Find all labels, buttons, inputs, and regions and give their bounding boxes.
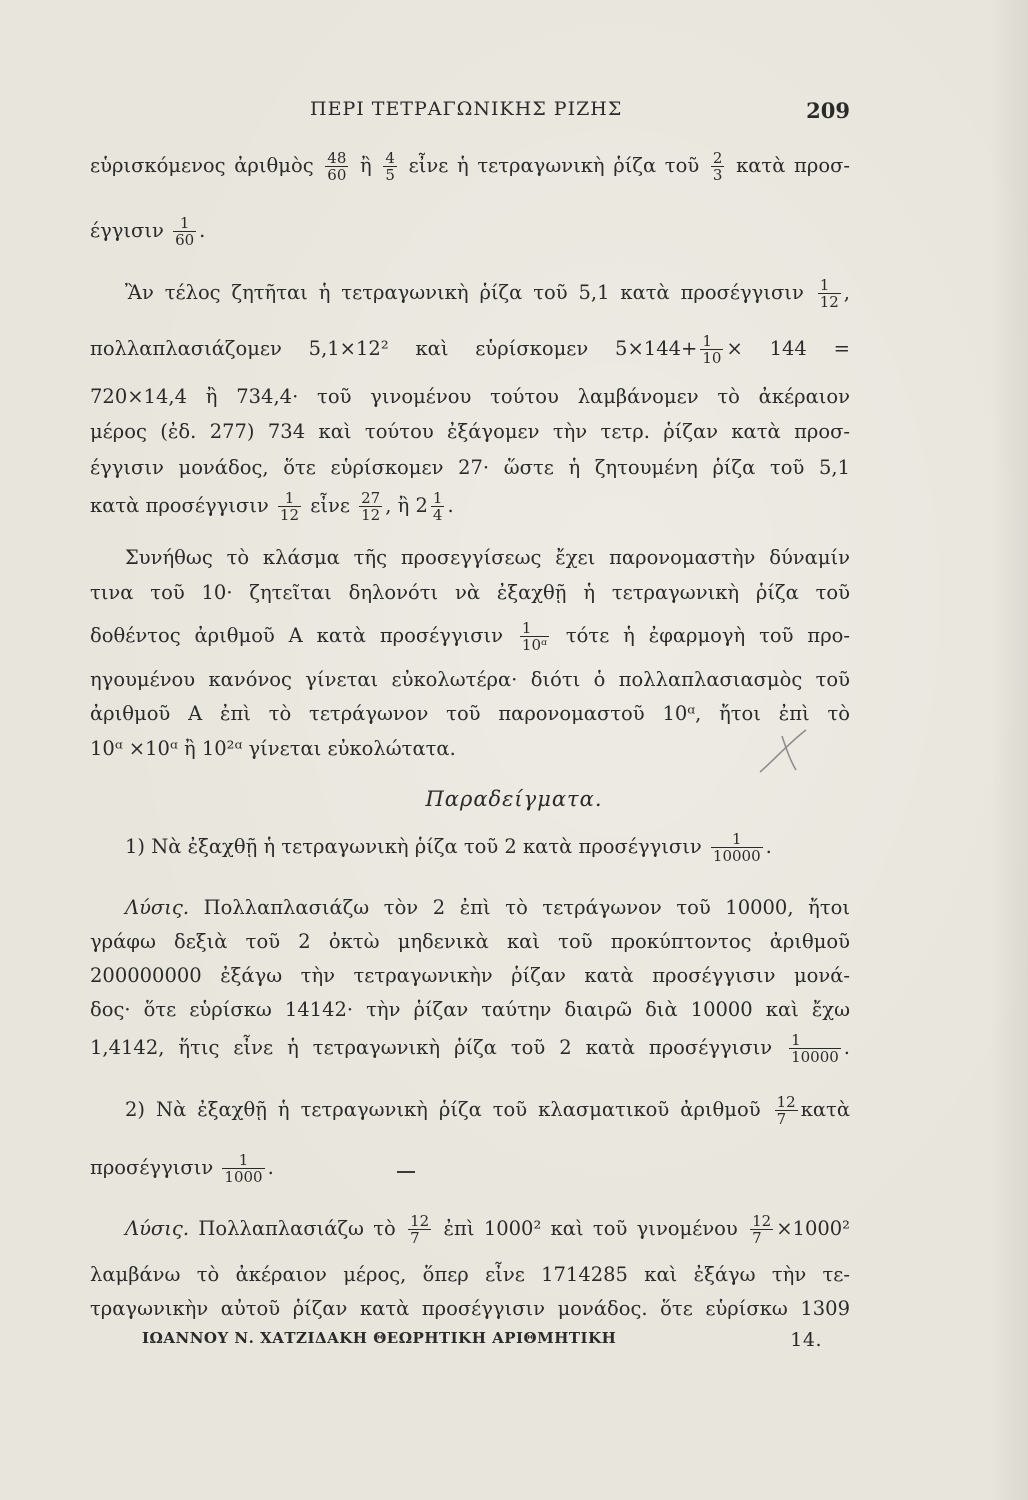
text-line (90, 490, 850, 523)
text-line (90, 581, 850, 605)
text-run: × 144 = (726, 337, 850, 360)
text-line (90, 420, 850, 444)
text-line (90, 702, 850, 726)
text-line (90, 620, 850, 653)
text-line (90, 150, 850, 183)
fraction-denominator: 60 (327, 166, 347, 184)
pencil-x-mark (752, 726, 812, 776)
text-line (90, 215, 850, 248)
page-number: 209 (806, 98, 850, 123)
text-line (90, 998, 850, 1022)
fraction-denominator: 10000 (712, 847, 761, 865)
fraction-numerator: 27 (361, 489, 381, 507)
fraction (278, 490, 301, 523)
fraction-numerator: 4 (385, 149, 395, 167)
text-line (125, 831, 885, 864)
fraction (818, 277, 841, 310)
fraction-numerator: 12 (752, 1212, 772, 1230)
text-run: πολλαπλασιάζομεν 5,1×12² καὶ εὑρίσκομεν 5×144+ (90, 337, 698, 360)
page-footer (142, 1329, 822, 1355)
text-run: 2) Νὰ ἐξαχθῇ ἡ τετραγωνικὴ ῥίζα τοῦ κλασματικοῦ ἀριθμοῦ (125, 1098, 772, 1121)
running-title: ΠΕΡΙ ΤΕΤΡΑΓΩΝΙΚΗΣ ΡΙΖΗΣ (310, 98, 623, 120)
fraction-numerator: 1 (819, 276, 830, 294)
fraction-denominator: 5 (385, 166, 395, 184)
fraction-denominator: 12 (819, 293, 839, 311)
fraction (431, 490, 445, 523)
text-run: . (447, 494, 454, 517)
page-header (90, 98, 850, 128)
fraction (711, 150, 725, 183)
fraction-numerator: 1 (791, 1031, 801, 1049)
text-run: έγγισιν (90, 219, 171, 242)
fraction (359, 490, 382, 523)
text-run: λαμβάνω τὸ ἀκέραιον μέρος, ὅπερ εἶνε 1714285 καὶ ἐξάγω τὴν τε- (90, 1263, 850, 1286)
text-run: ἢ (351, 154, 381, 177)
text-line (125, 277, 850, 310)
text-line (125, 896, 850, 920)
text-run: ἐπὶ 1000² καὶ τοῦ γινομένου (434, 1217, 748, 1240)
fraction-denominator: 7 (750, 1229, 773, 1246)
fraction (383, 150, 397, 183)
text-run: . (843, 1036, 850, 1059)
text-line (90, 964, 850, 988)
fraction-denominator: 10 (702, 349, 722, 367)
fraction-numerator: 48 (327, 149, 347, 167)
fraction-numerator: 1 (432, 489, 443, 507)
fraction-numerator: 1 (702, 332, 712, 350)
fraction-denominator: 3 (712, 166, 723, 184)
fraction-denominator: 4 (432, 506, 443, 524)
text-run: μέρος (ἐδ. 277) 734 καὶ τούτου ἐξάγομεν τὴν τετρ. ῥίζαν κατὰ προσ- (90, 420, 850, 443)
fraction-denominator: 1000 (224, 1168, 263, 1186)
text-line (90, 930, 850, 954)
fraction-denominator: 7 (775, 1110, 798, 1127)
text-run: . (267, 1156, 274, 1179)
italic-label: Λύσις. (125, 1217, 190, 1240)
text-run: γράφω δεξιὰ τοῦ 2 ὀκτὼ μηδενικὰ καὶ τοῦ προκύπτοντος ἀριθμοῦ (90, 930, 850, 953)
printer-line: ΙΩΑΝΝΟΥ Ν. ΧΑΤΖΙΔΑΚΗ ΘΕΩΡΗΤΙΚΗ ΑΡΙΘΜΗΤΙΚΗ (142, 1329, 617, 1347)
text-run: εὑρισκόμενος ἀριθμὸς (90, 154, 323, 177)
text-line (90, 1297, 850, 1321)
fraction-numerator: 2 (712, 149, 723, 167)
text-line (125, 546, 850, 570)
text-line (125, 1213, 850, 1246)
text-run: , (843, 281, 850, 304)
fraction (750, 1213, 773, 1246)
fraction-denominator: 10ᵅ (521, 636, 547, 654)
text-run: προσέγγισιν (90, 1156, 220, 1179)
fraction-numerator: 12 (410, 1212, 430, 1230)
fraction-numerator: 1 (731, 830, 742, 848)
fraction (173, 215, 196, 248)
text-run: τότε ἡ ἐφαρμογὴ τοῦ προ- (552, 624, 850, 647)
fraction-denominator: 60 (175, 231, 195, 249)
text-line (90, 385, 850, 409)
text-run: ηγουμένου κανόνος γίνεται εὐκολωτέρα· διότι ὁ πολλαπλασιασμὸς τοῦ (90, 668, 850, 691)
fraction (789, 1032, 841, 1065)
fraction-denominator: 7 (408, 1229, 431, 1246)
text-run: Συνήθως τὸ κλάσμα τῆς προσεγγίσεως ἔχει παρονομαστὴν δύναμίν (125, 546, 850, 569)
fraction-numerator: 1 (521, 619, 532, 637)
text-run: κατὰ προσ- (727, 154, 850, 177)
text-line (90, 456, 850, 480)
text-run: 1,4142, ἥτις εἶνε ἡ τετραγωνικὴ ῥίζα τοῦ 2 κατὰ προσέγγισιν (90, 1036, 787, 1059)
text-run: ×1000² (776, 1217, 850, 1240)
text-run: εἶνε (304, 494, 357, 517)
text-run: Πολλαπλασιάζω τὸν 2 ἐπὶ τὸ τετράγωνον τοῦ 10000, ἤτοι (189, 896, 850, 919)
text-run: έγγισιν μονάδος, ὅτε εὑρίσκομεν 27· ὥστε ἡ ζητουμένη ῥίζα τοῦ 5,1 (90, 456, 850, 479)
text-run: 1) Νὰ ἐξαχθῇ ἡ τετραγωνικὴ ῥίζα τοῦ 2 κατὰ προσέγγισιν (125, 835, 708, 858)
text-run: , ἢ 2 (385, 494, 428, 517)
fraction (408, 1213, 431, 1246)
text-run: 200000000 ἐξάγω τὴν τετραγωνικὴν ῥίζαν κατὰ προσέγγισιν μονά- (90, 964, 850, 987)
italic-label: Λύσις. (125, 896, 190, 919)
text-run: 720×14,4 ἢ 734,4· τοῦ γινομένου τούτου λαμβάνομεν τὸ ἀκέραιον (90, 385, 850, 408)
fraction-numerator: 1 (179, 214, 190, 232)
text-run: δοθέντος ἀριθμοῦ A κατὰ προσέγγισιν (90, 624, 517, 647)
text-run: ἀριθμοῦ A ἐπὶ τὸ τετράγωνον τοῦ παρονομαστοῦ 10ᵅ, ἤτοι ἐπὶ τὸ (90, 702, 850, 725)
text-run: Πολλαπλασιάζω τὸ (189, 1217, 406, 1240)
fraction-denominator: 10000 (791, 1048, 839, 1066)
fraction-denominator: 12 (361, 506, 381, 524)
fraction-denominator: 12 (279, 506, 300, 524)
text-line (90, 1263, 850, 1287)
text-run: Ἂν τέλος ζητῆται ἡ τετραγωνικὴ ῥίζα τοῦ 5,1 κατὰ προσέγγισιν (125, 281, 815, 304)
section-heading: Παραδείγματα. (425, 787, 603, 811)
text-line (90, 737, 850, 761)
fraction (520, 620, 549, 653)
text-run: κατὰ (800, 1098, 850, 1121)
fraction (222, 1152, 264, 1185)
text-run: εἶνε ἡ τετραγωνικὴ ῥίζα τοῦ (399, 154, 708, 177)
text-run: . (199, 219, 206, 242)
fraction-numerator: 12 (776, 1093, 796, 1111)
text-run: τινα τοῦ 10· ζητεῖται δηλονότι νὰ ἐξαχθῇ ἡ τετραγωνικὴ ῥίζα τοῦ (90, 581, 850, 604)
fraction (700, 333, 723, 366)
fraction-numerator: 1 (238, 1151, 249, 1169)
text-line (90, 333, 850, 366)
text-run: 10ᵅ ×10ᵅ ἢ 10²ᵅ γίνεται εὐκολώτατα. (90, 737, 456, 760)
text-run: κατὰ προσέγγισιν (90, 494, 275, 517)
fraction (711, 831, 763, 864)
text-line (90, 668, 850, 692)
fraction (325, 150, 348, 183)
signature-mark: 14. (790, 1329, 822, 1351)
ink-dash-mark (397, 1170, 415, 1174)
text-run: τραγωνικὴν αὐτοῦ ῥίζαν κατὰ προσέγγισιν μονάδος. ὅτε εὑρίσκω 1309 (90, 1297, 850, 1320)
text-line (90, 1152, 850, 1185)
text-line (90, 1032, 850, 1065)
text-run: δος· ὅτε εὑρίσκω 14142· τὴν ῥίζαν ταύτην διαιρῶ διὰ 10000 καὶ ἔχω (90, 998, 850, 1021)
text-line (125, 1094, 850, 1127)
fraction-numerator: 1 (284, 489, 295, 507)
page-spine-shadow (990, 0, 1028, 1500)
fraction (775, 1094, 798, 1127)
text-run: . (765, 835, 772, 858)
